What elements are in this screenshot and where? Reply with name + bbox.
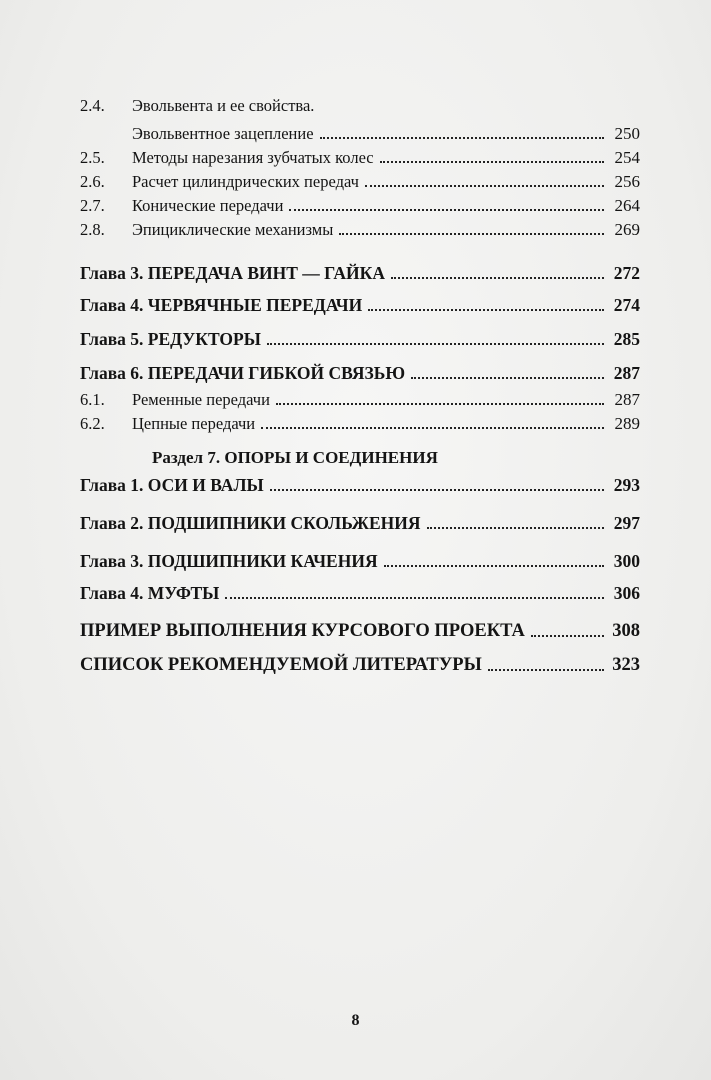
- toc-chapter: [80, 616, 640, 642]
- toc-chapter: [80, 358, 640, 384]
- entry-title: Эпициклические механизмы: [132, 220, 334, 239]
- chapter-page: 274: [613, 295, 640, 315]
- dot-leader: [488, 669, 604, 671]
- entry-title: Эвольвентное зацепление: [132, 124, 314, 143]
- chapter-page: 323: [612, 655, 640, 675]
- toc-section-heading: [80, 442, 640, 468]
- chapter-page: 285: [613, 329, 640, 349]
- toc-entry: [80, 384, 640, 410]
- chapter-title: Глава 6. ПЕРЕДАЧИ ГИБКОЙ СВЯЗЬЮ: [80, 363, 406, 383]
- entry-title: Методы нарезания зубчатых колес: [132, 148, 374, 167]
- chapter-title: Глава 4. МУФТЫ: [80, 583, 220, 603]
- toc-entry: [80, 142, 640, 168]
- entry-number: 2.5.: [80, 148, 105, 167]
- entry-page: 264: [614, 196, 640, 215]
- chapter-title: СПИСОК РЕКОМЕНДУЕМОЙ ЛИТЕРАТУРЫ: [80, 655, 482, 675]
- toc-chapter: [80, 470, 640, 496]
- dot-leader: [276, 403, 604, 405]
- entry-title: Расчет цилиндрических передач: [132, 172, 359, 191]
- dot-leader: [384, 565, 604, 567]
- toc-chapter: [80, 650, 640, 676]
- dot-leader: [225, 597, 604, 599]
- entry-number: 2.8.: [80, 220, 105, 239]
- entry-title: Ременные передачи: [132, 390, 270, 409]
- dot-leader: [427, 527, 604, 529]
- entry-page: 269: [614, 220, 640, 239]
- chapter-page: 300: [613, 551, 640, 571]
- toc-entry: [80, 118, 640, 144]
- entry-number: 6.2.: [80, 414, 105, 433]
- entry-page: 287: [614, 390, 640, 409]
- dot-leader: [261, 427, 604, 429]
- chapter-page: 297: [613, 513, 640, 533]
- chapter-page: 306: [613, 583, 640, 603]
- entry-title: Цепные передачи: [132, 414, 256, 433]
- chapter-title: Глава 3. ПЕРЕДАЧА ВИНТ — ГАЙКА: [80, 263, 385, 283]
- entry-page: 254: [614, 148, 640, 167]
- entry-number: 2.7.: [80, 196, 105, 215]
- entry-page: 250: [614, 124, 640, 143]
- chapter-title: ПРИМЕР ВЫПОЛНЕНИЯ КУРСОВОГО ПРОЕКТА: [80, 621, 525, 641]
- chapter-title: Глава 4. ЧЕРВЯЧНЫЕ ПЕРЕДАЧИ: [80, 295, 363, 315]
- toc-entry: [80, 90, 640, 116]
- dot-leader: [531, 635, 604, 637]
- chapter-page: 272: [613, 263, 640, 283]
- chapter-page: 308: [612, 621, 640, 641]
- entry-title: Эвольвента и ее свойства.: [132, 96, 315, 115]
- entry-number: 2.6.: [80, 172, 105, 191]
- chapter-title: Глава 1. ОСИ И ВАЛЫ: [80, 475, 264, 495]
- page-number: 8: [351, 1012, 360, 1029]
- entry-page: 289: [614, 414, 640, 433]
- dot-leader: [391, 277, 604, 279]
- toc-chapter: [80, 508, 640, 534]
- dot-leader: [365, 185, 604, 187]
- dot-leader: [270, 489, 604, 491]
- toc-entry: [80, 214, 640, 240]
- chapter-title: Глава 5. РЕДУКТОРЫ: [80, 329, 261, 349]
- dot-leader: [411, 377, 604, 379]
- toc-chapter: [80, 546, 640, 572]
- toc-entry: [80, 190, 640, 216]
- dot-leader: [320, 137, 604, 139]
- toc-entry: [80, 408, 640, 434]
- entry-number: 2.4.: [80, 96, 105, 115]
- dot-leader: [368, 309, 604, 311]
- chapter-title: Глава 2. ПОДШИПНИКИ СКОЛЬЖЕНИЯ: [80, 513, 421, 533]
- entry-title: Конические передачи: [132, 196, 284, 215]
- section-title: Раздел 7. ОПОРЫ И СОЕДИНЕНИЯ: [152, 448, 438, 467]
- dot-leader: [267, 343, 604, 345]
- toc-chapter: [80, 258, 640, 284]
- chapter-page: 287: [613, 363, 640, 383]
- toc-entry: [80, 166, 640, 192]
- chapter-page: 293: [613, 475, 640, 495]
- dot-leader: [380, 161, 604, 163]
- chapter-title: Глава 3. ПОДШИПНИКИ КАЧЕНИЯ: [80, 551, 378, 571]
- toc-chapter: [80, 290, 640, 316]
- entry-page: 256: [614, 172, 640, 191]
- dot-leader: [339, 233, 604, 235]
- toc-chapter: [80, 578, 640, 604]
- entry-number: 6.1.: [80, 390, 105, 409]
- toc-chapter: [80, 324, 640, 350]
- dot-leader: [289, 209, 604, 211]
